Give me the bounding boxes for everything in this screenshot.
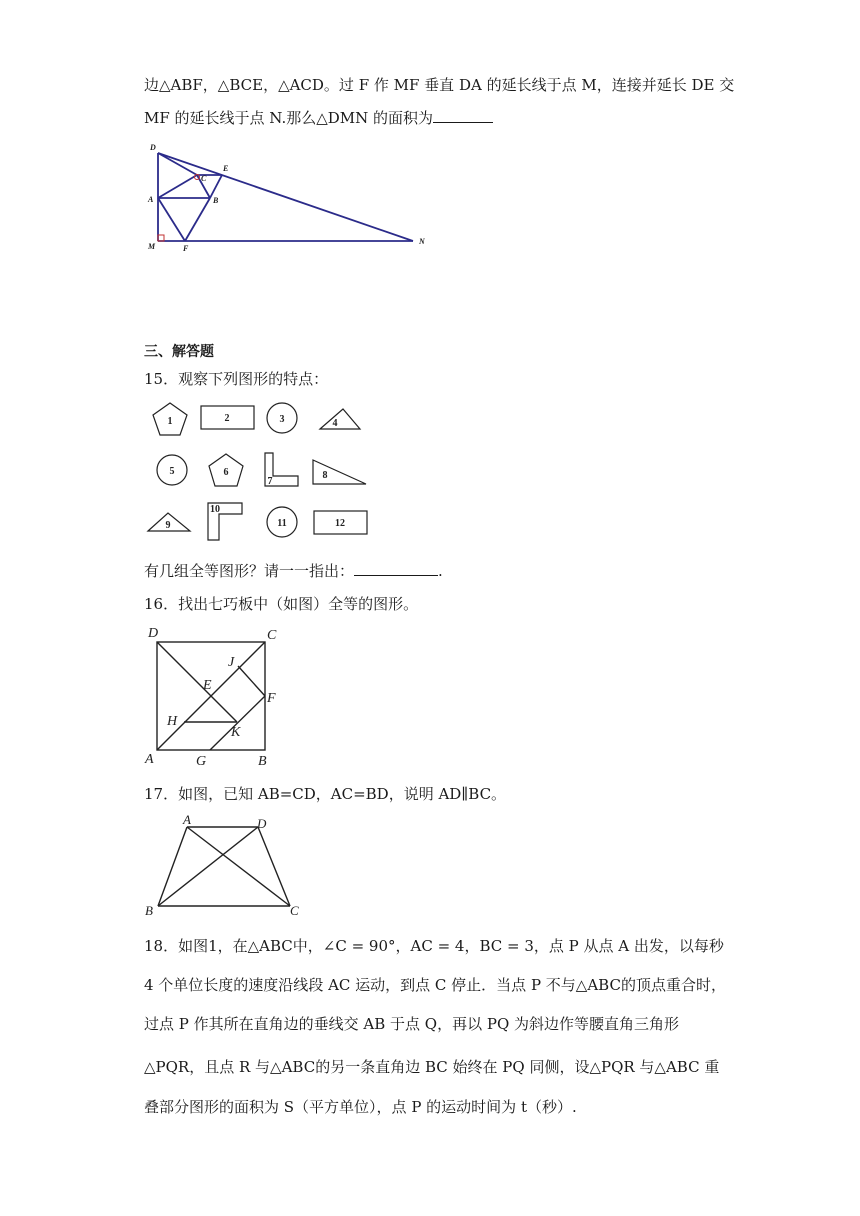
shape-label-11: 11 [277,518,287,529]
q18-line4: △PQR，且点 R 与△ABC的另一条直角边 BC 始终在 PQ 同侧，设△PQR 与△ABC 重 [144,1058,720,1076]
label-c: C [290,903,299,918]
q14-line2 [144,107,493,128]
shape-label-3: 3 [279,414,285,425]
q15-question-end: . [438,562,443,580]
label-d: D [148,626,159,641]
label-f: F [183,244,189,253]
line-ac [158,175,197,198]
label-d: D [150,143,156,152]
label-b: B [213,196,219,205]
label-c: C [201,174,207,183]
label-f: F [267,691,276,706]
line-be [210,175,222,198]
label-a: A [148,195,154,204]
shape-label-7: 7 [267,476,273,487]
label-b: B [258,754,267,769]
q15-question [144,560,443,581]
figure-shapes [140,396,380,546]
shape-label-6: 6 [223,467,229,478]
shape-triangle-8 [313,460,366,484]
figure-trapezoid [140,811,310,921]
label-n: N [419,237,425,246]
figure-tangram [140,622,300,770]
shape-label-8: 8 [322,470,328,481]
line-dn [158,153,413,241]
q14-line1: 边△ABF，△BCE，△ACD。过 F 作 MF 垂直 DA 的延长线于点 M，连接并延长 DE 交 [144,76,735,94]
q17-stem: 17．如图，已知 AB=CD，AC=BD，说明 AD∥BC。 [144,785,507,803]
label-k: K [231,725,241,740]
q18-line2: 4 个单位长度的速度沿线段 AC 运动，到点 C 停止．当点 P 不与△ABC的顶点重合时， [144,976,726,994]
q18-line5: 叠部分图形的面积为 S（平方单位），点 P 的运动时间为 t（秒）. [144,1098,577,1116]
q14-line2-text: MF 的延长线于点 N.那么△DMN 的面积为 [144,109,434,127]
label-h: H [167,714,178,729]
label-b: B [145,903,153,918]
shape-label-1: 1 [167,416,173,427]
label-c: C [267,628,277,643]
line-bf [185,198,210,241]
q15-stem: 15．观察下列图形的特点： [144,370,329,388]
label-m: M [148,242,156,251]
shape-label-12: 12 [335,518,345,529]
shape-triangle-4 [320,409,360,429]
shape-label-4: 4 [332,418,338,429]
label-a: A [183,812,191,827]
shape-label-10: 10 [210,504,220,515]
label-a: A [145,752,154,767]
shape-label-9: 9 [165,520,171,531]
answer-blank [433,122,493,123]
line-jf [238,666,265,696]
label-g: G [196,754,207,769]
label-j: J [228,655,235,670]
label-d: D [257,816,267,831]
q18-line1: 18．如图1，在△ABC中，∠C = 90°，AC = 4，BC = 3，点 P 从点 A 出发，以每秒 [144,937,724,955]
q15-question-text: 有几组全等图形？请一一指出： [144,562,355,580]
q16-stem: 16．找出七巧板中（如图）全等的图形。 [144,595,419,613]
label-e: E [203,678,212,693]
section-title: 三、解答题 [144,344,214,360]
label-e: E [223,164,229,173]
shape-label-5: 5 [169,466,175,477]
answer-blank [354,575,438,576]
figure-triangle-dmn [140,140,440,255]
q18-line3: 过点 P 作其所在直角边的垂线交 AB 于点 Q，再以 PQ 为斜边作等腰直角三角形 [144,1015,680,1033]
shape-label-2: 2 [224,413,230,424]
